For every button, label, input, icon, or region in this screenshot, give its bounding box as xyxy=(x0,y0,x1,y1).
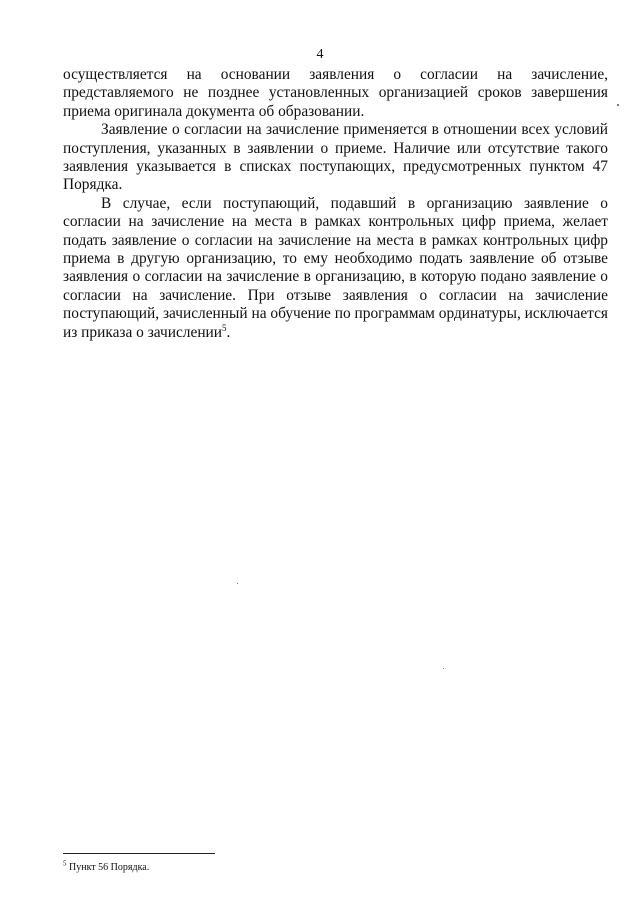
page-number: 4 xyxy=(316,47,324,62)
paragraph-continuation: осуществляется на основании заявления о согласии на зачисление, представляемого не позднее установленных организацией сроков завершения приема оригинала документа об образовании. xyxy=(63,66,608,120)
document-body xyxy=(63,66,608,342)
paragraph-withdrawal-end: . xyxy=(226,323,231,341)
footnote xyxy=(63,861,149,874)
scan-speck xyxy=(617,104,619,106)
scan-speck xyxy=(237,583,238,584)
paragraph-withdrawal xyxy=(63,195,608,342)
scan-speck xyxy=(443,668,444,669)
footnote-text: Пункт 56 Порядка. xyxy=(66,862,150,873)
footnote-marker: 5 xyxy=(63,859,67,868)
paragraph-withdrawal-text: В случае, если поступающий, подавший в организацию заявление о согласии на зачисление на места в рамках контрольных цифр приема, желает подать заявление о согласии на зачисление на места в рамках контрольных цифр приема в другую организацию, то ему необходимо подать заявление об отзыве заявления о согласии на зачисление в организацию, в которую подано заявление о согласии на зачисление. При отзыве заявления о согласии на зачисление поступающий, зачисленный на обучение по программам ординатуры, исключается из приказа о зачислении xyxy=(63,194,609,341)
paragraph-consent-application: Заявление о согласии на зачисление применяется в отношении всех условий поступления, указанных в заявлении о приеме. Наличие или отсутствие такого заявления указывается в списках поступающих, предусмотренных пунктом 47 Порядка. xyxy=(63,121,608,194)
footnote-reference: 5 xyxy=(222,322,227,333)
footnote-divider xyxy=(63,853,215,854)
